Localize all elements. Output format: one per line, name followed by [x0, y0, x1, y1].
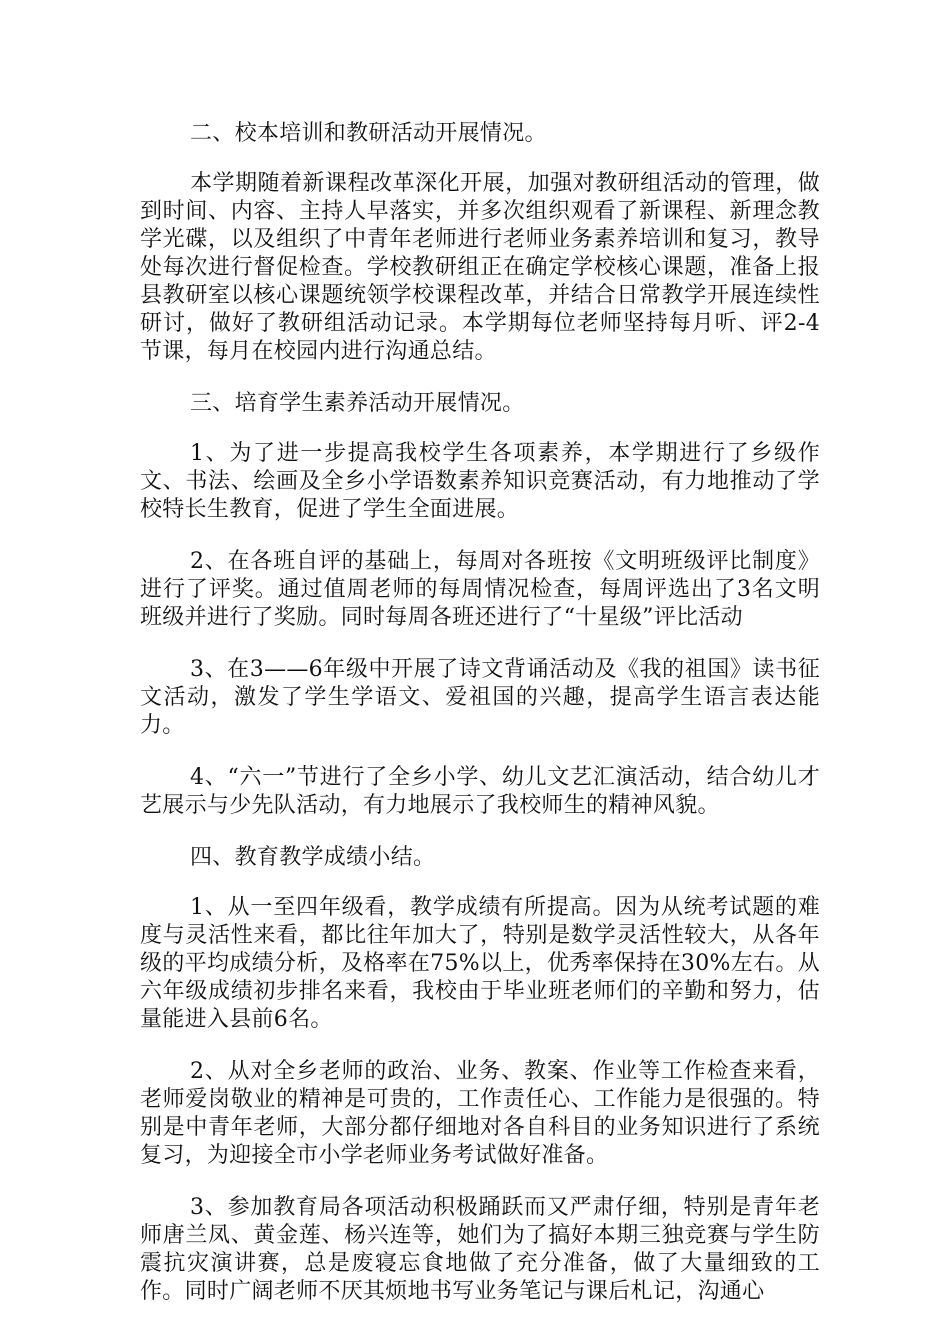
section-heading-2: 二、校本培训和教研活动开展情况。 [190, 121, 547, 146]
list-item-class-evaluation: 2、在各班自评的基础上，每周对各班按《文明班级评比制度》进行了评奖。通过值周老师的每周情况检查，每周评选出了3名文明班级并进行了奖励。同时每周各班还进行了“十星级”评比活动 [140, 549, 820, 630]
section-heading-4: 四、教育教学成绩小结。 [190, 845, 436, 870]
list-item-childrens-day: 4、“六一”节进行了全乡小学、幼儿文艺汇演活动，结合幼儿才艺展示与少先队活动，有力地展示了我校师生的精神风貌。 [140, 765, 820, 818]
list-item-bureau-activities: 3、参加教育局各项活动积极踊跃而又严肃仔细，特别是青年老师唐兰凤、黄金莲、杨兴连等，她们为了搞好本期三独竞赛与学生防震抗灾演讲赛，总是废寝忘食地做了充分准备，做了大量细致的工作。同时广阔老师不厌其烦地书写业务笔记与课后札记，沟通心 [140, 1195, 820, 1304]
list-item-grade-results: 1、从一至四年级看，教学成绩有所提高。因为从统考试题的难度与灵活性来看，都比往年加大了，特别是数学灵活性较大，从各年级的平均成绩分析，及格率在75%以上，优秀率保持在30%左右。从六年级成绩初步排名来看，我校由于毕业班老师们的辛勤和努力，估量能进入县前6名。 [140, 895, 820, 1032]
list-item-competitions: 1、为了进一步提高我校学生各项素养，本学期进行了乡级作文、书法、绘画及全乡小学语数素养知识竞赛活动，有力地推动了学校特长生教育，促进了学生全面进展。 [140, 441, 820, 522]
list-item-poetry-activity: 3、在3——6年级中开展了诗文背诵活动及《我的祖国》读书征文活动，激发了学生学语文、爱祖国的兴趣，提高学生语言表达能力。 [140, 657, 820, 738]
list-item-teacher-inspection: 2、从对全乡老师的政治、业务、教案、作业等工作检查来看，老师爱岗敬业的精神是可贵的，工作责任心、工作能力是很强的。特别是中青年老师，大部分都仔细地对各自科目的业务知识进行了系统复习，为迎接全市小学老师业务考试做好准备。 [140, 1059, 820, 1168]
paragraph-teaching-research: 本学期随着新课程改革深化开展，加强对教研组活动的管理，做到时间、内容、主持人早落实，并多次组织观看了新课程、新理念教学光碟，以及组织了中青年老师进行老师业务素养培训和复习，教导处每次进行督促检查。学校教研组正在确定学校核心课题，准备上报县教研室以核心课题统领学校课程改革，并结合日常教学开展连续性研讨，做好了教研组活动记录。本学期每位老师坚持每月听、评2-4节课，每月在校园内进行沟通总结。 [140, 171, 820, 364]
section-heading-3: 三、培育学生素养活动开展情况。 [190, 391, 525, 416]
document-page [140, 120, 820, 1306]
